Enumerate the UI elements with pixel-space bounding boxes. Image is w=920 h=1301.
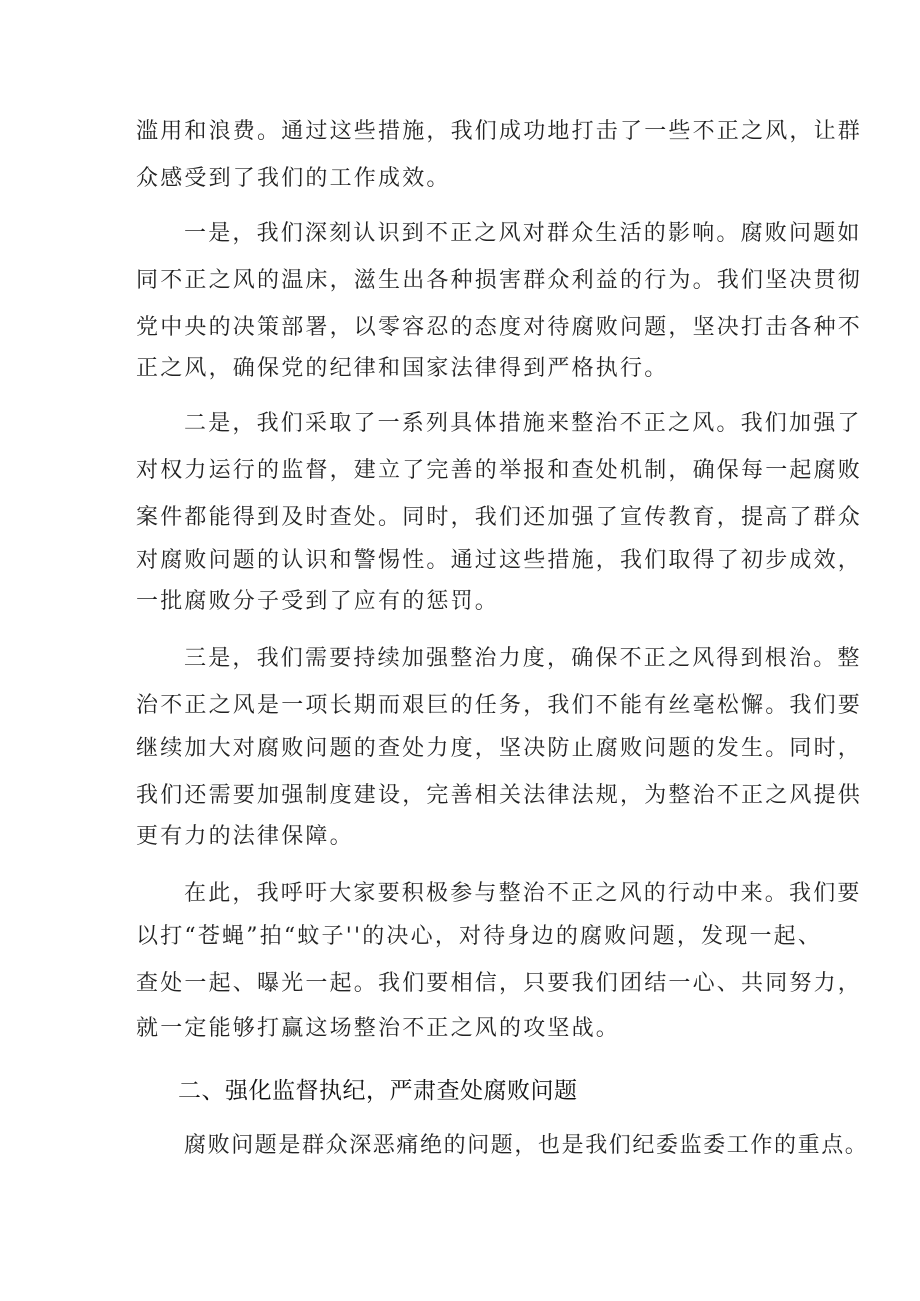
- paragraph-line: 对腐败问题的认识和警惕性。通过这些措施，我们取得了初步成效，: [136, 548, 863, 573]
- paragraph-line: 正之风，确保党的纪律和国家法律得到严格执行。: [136, 356, 669, 381]
- paragraph-line: 腐败问题是群众深恶痛绝的问题，也是我们纪委监委工作的重点。: [184, 1133, 869, 1158]
- paragraph-line: 继续加大对腐败问题的查处力度，坚决防止腐败问题的发生。同时，: [136, 736, 863, 761]
- paragraph-line: 更有力的法律保障。: [136, 824, 354, 849]
- paragraph-line: 党中央的决策部署，以零容忍的态度对待腐败问题，坚决打击各种不: [136, 315, 863, 340]
- paragraph-line: 在此，我呼吁大家要积极参与整治不正之风的行动中来。我们要: [184, 881, 862, 906]
- paragraph-line: 一是，我们深刻认识到不正之风对群众生活的影响。腐败问题如: [184, 221, 862, 246]
- continuation-line: 滥用和浪费。通过这些措施，我们成功地打击了一些不正之风，让群: [136, 119, 863, 144]
- paragraph-line: 查处一起、曝光一起。我们要相信，只要我们团结一心、共同努力，: [136, 971, 863, 996]
- paragraph-line: 案件都能得到及时查处。同时，我们还加强了宣传教育，提高了群众: [136, 505, 863, 530]
- paragraph-line: 我们还需要加强制度建设，完善相关法律法规，为整治不正之风提供: [136, 783, 863, 808]
- continuation-line: 众感受到了我们的工作成效。: [136, 166, 451, 191]
- paragraph-line: 对权力运行的监督，建立了完善的举报和查处机制，确保每一起腐败: [136, 458, 863, 483]
- paragraph-line: 同不正之风的温床，滋生出各种损害群众利益的行为。我们坚决贯彻: [136, 268, 863, 293]
- paragraph-line: 二是，我们采取了一系列具体措施来整治不正之风。我们加强了: [184, 411, 862, 436]
- paragraph-line: 治不正之风是一项长期而艰巨的任务，我们不能有丝毫松懈。我们要: [136, 693, 863, 718]
- paragraph-line: 一批腐败分子受到了应有的惩罚。: [136, 589, 500, 614]
- paragraph-line: 三是，我们需要持续加强整治力度，确保不正之风得到根治。整: [184, 646, 862, 671]
- paragraph-line: 以打“苍蝇”拍“蚊子''的决心，对待身边的腐败问题，发现一起、: [136, 924, 823, 949]
- paragraph-line: 就一定能够打赢这场整治不正之风的攻坚战。: [136, 1016, 621, 1041]
- section-heading: 二、强化监督执纪，严肃查处腐败问题: [178, 1078, 578, 1104]
